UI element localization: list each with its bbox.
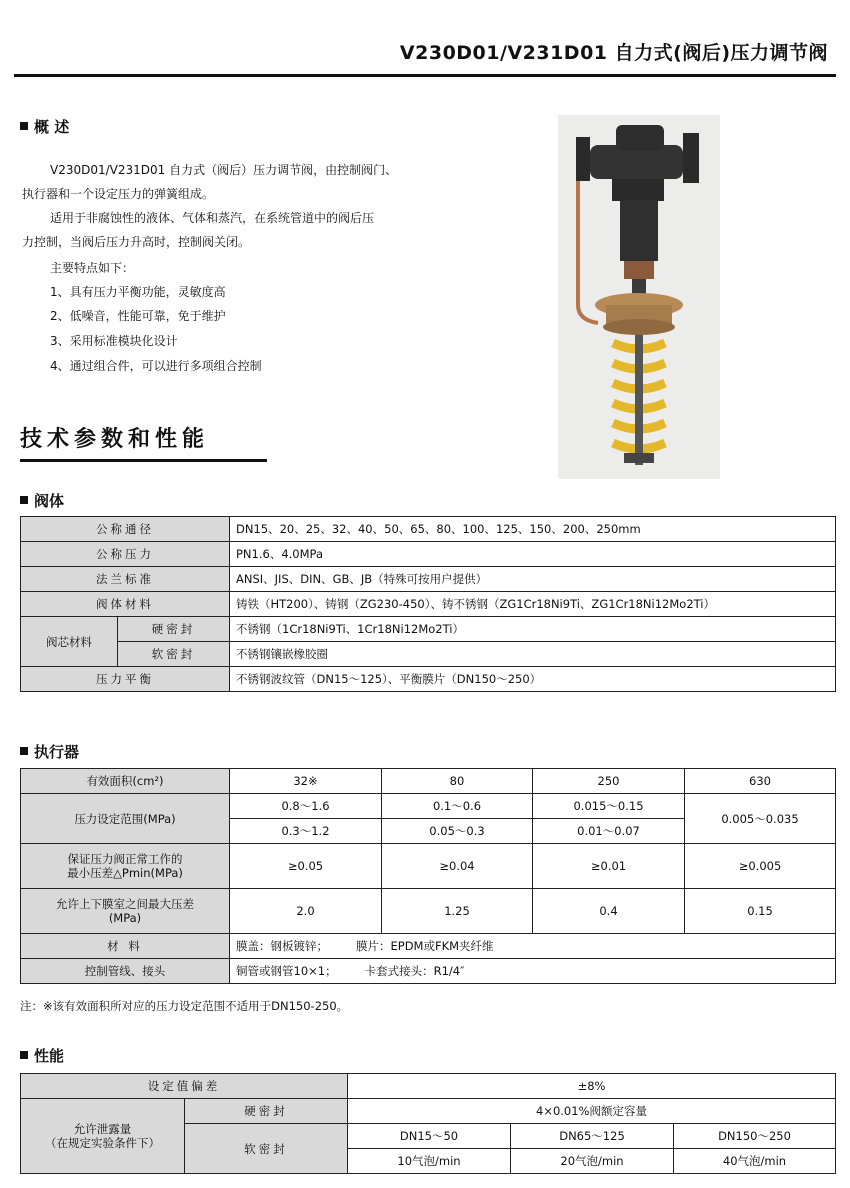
valve-body-heading: 阀体 xyxy=(20,490,64,511)
spec-value: ANSI、JIS、DIN、GB、JB（特殊可按用户提供） xyxy=(230,567,836,592)
spec-value: PN1.6、4.0MPa xyxy=(230,542,836,567)
actuator-footnote: 注：※该有效面积所对应的压力设定范围不适用于DN150-250。 xyxy=(20,999,349,1013)
soft-seal-label: 软密封 xyxy=(185,1124,348,1174)
product-photo xyxy=(558,115,720,479)
pipe-value: 铜管或钢管10×1； 卡套式接头：R1/4″ xyxy=(230,959,836,984)
max-dp-value: 0.15 xyxy=(685,889,836,934)
pipe-label: 控制管线、接头 xyxy=(21,959,230,984)
feature-item-2: 2、低噪音，性能可靠，免于维护 xyxy=(50,309,226,323)
max-dp-value: 0.4 xyxy=(533,889,685,934)
range-value: 0.3～1.2 xyxy=(230,819,382,844)
overview-line-2: 执行器和一个设定压力的弹簧组成。 xyxy=(22,187,215,201)
max-dp-value: 1.25 xyxy=(382,889,533,934)
square-bullet-icon xyxy=(20,122,28,130)
tech-heading-underline xyxy=(20,459,267,462)
material-label: 材 料 xyxy=(21,934,230,959)
table-row xyxy=(21,517,836,542)
table-row xyxy=(21,667,836,692)
spec-label: 公称压力 xyxy=(21,542,230,567)
area-label: 有效面积(cm²) xyxy=(21,769,230,794)
table-row xyxy=(21,1099,836,1124)
valve-illustration xyxy=(558,115,720,479)
table-row xyxy=(21,794,836,819)
min-dp-value: ≥0.005 xyxy=(685,844,836,889)
soft-seal-value: 40气泡/min xyxy=(674,1149,836,1174)
performance-heading: 性能 xyxy=(20,1045,64,1066)
table-row xyxy=(21,542,836,567)
overview-heading: 概 述 xyxy=(20,116,69,137)
hard-seal-value: 4×0.01%阀额定容量 xyxy=(348,1099,836,1124)
deviation-label: 设定值偏差 xyxy=(21,1074,348,1099)
actuator-heading: 执行器 xyxy=(20,741,79,762)
spec-label: 阀体材料 xyxy=(21,592,230,617)
square-bullet-icon xyxy=(20,496,28,504)
overview-line-5: 主要特点如下： xyxy=(50,261,135,275)
feature-item-3: 3、采用标准模块化设计 xyxy=(50,334,178,348)
table-row xyxy=(21,889,836,934)
table-row xyxy=(21,567,836,592)
overview-line-1: V230D01/V231D01 自力式（阀后）压力调节阀，由控制阀门、 xyxy=(50,163,398,177)
spec-label: 硬密封 xyxy=(118,617,230,642)
table-row xyxy=(21,1074,836,1099)
area-value: 250 xyxy=(533,769,685,794)
deviation-value: ±8% xyxy=(348,1074,836,1099)
table-row xyxy=(21,844,836,889)
core-material-label: 阀芯材料 xyxy=(21,617,118,667)
min-dp-value: ≥0.05 xyxy=(230,844,382,889)
max-dp-label: 允许上下膜室之间最大压差 (MPa) xyxy=(21,889,230,934)
spec-value: 不锈钢镶嵌橡胶圈 xyxy=(230,642,836,667)
leakage-label: 允许泄露量 （在规定实验条件下） xyxy=(21,1099,185,1174)
area-value: 630 xyxy=(685,769,836,794)
square-bullet-icon xyxy=(20,1051,28,1059)
performance-table xyxy=(20,1073,836,1174)
min-dp-label: 保证压力阀正常工作的 最小压差△Pmin(MPa) xyxy=(21,844,230,889)
area-value: 80 xyxy=(382,769,533,794)
feature-item-4: 4、通过组合件，可以进行多项组合控制 xyxy=(50,359,262,373)
overview-line-4: 力控制，当阀后压力升高时，控制阀关闭。 xyxy=(22,235,251,249)
range-value: 0.01～0.07 xyxy=(533,819,685,844)
overview-line-3: 适用于非腐蚀性的液体、气体和蒸汽，在系统管道中的阀后压 xyxy=(50,211,375,225)
min-dp-value: ≥0.01 xyxy=(533,844,685,889)
table-row xyxy=(21,934,836,959)
table-row xyxy=(21,592,836,617)
max-dp-value: 2.0 xyxy=(230,889,382,934)
range-value: 0.8～1.6 xyxy=(230,794,382,819)
range-value: 0.05～0.3 xyxy=(382,819,533,844)
spec-label: 法兰标准 xyxy=(21,567,230,592)
range-value: 0.005～0.035 xyxy=(685,794,836,844)
square-bullet-icon xyxy=(20,747,28,755)
spec-value: DN15、20、25、32、40、50、65、80、100、125、150、200、250mm xyxy=(230,517,836,542)
spec-value: 不锈钢波纹管（DN15～125）、平衡膜片（DN150～250） xyxy=(230,667,836,692)
table-row xyxy=(21,642,836,667)
tech-params-heading: 技术参数和性能 xyxy=(20,427,210,452)
min-dp-value: ≥0.04 xyxy=(382,844,533,889)
hard-seal-label: 硬密封 xyxy=(185,1099,348,1124)
feature-item-1: 1、具有压力平衡功能，灵敏度高 xyxy=(50,285,226,299)
soft-seal-value: 10气泡/min xyxy=(348,1149,511,1174)
soft-seal-size: DN150～250 xyxy=(674,1124,836,1149)
spec-value: 不锈钢（1Cr18Ni9Ti、1Cr18Ni12Mo2Ti） xyxy=(230,617,836,642)
spec-label: 软密封 xyxy=(118,642,230,667)
valve-body-table xyxy=(20,516,836,692)
actuator-table xyxy=(20,768,836,984)
soft-seal-size: DN15～50 xyxy=(348,1124,511,1149)
soft-seal-value: 20气泡/min xyxy=(511,1149,674,1174)
table-row xyxy=(21,959,836,984)
page-title: V230D01/V231D01 自力式(阀后)压力调节阀 xyxy=(399,42,828,64)
area-value: 32※ xyxy=(230,769,382,794)
soft-seal-size: DN65～125 xyxy=(511,1124,674,1149)
material-value: 膜盖：钢板镀锌； 膜片：EPDM或FKM夹纤维 xyxy=(230,934,836,959)
spec-value: 铸铁（HT200）、铸钢（ZG230-450）、铸不锈钢（ZG1Cr18Ni9Ti、ZG1Cr18Ni12Mo2Ti） xyxy=(230,592,836,617)
spec-label: 公称通径 xyxy=(21,517,230,542)
spec-label: 压力平衡 xyxy=(21,667,230,692)
range-value: 0.1～0.6 xyxy=(382,794,533,819)
pressure-range-label: 压力设定范围(MPa) xyxy=(21,794,230,844)
range-value: 0.015～0.15 xyxy=(533,794,685,819)
title-divider xyxy=(14,74,836,77)
table-row xyxy=(21,769,836,794)
table-row xyxy=(21,617,836,642)
